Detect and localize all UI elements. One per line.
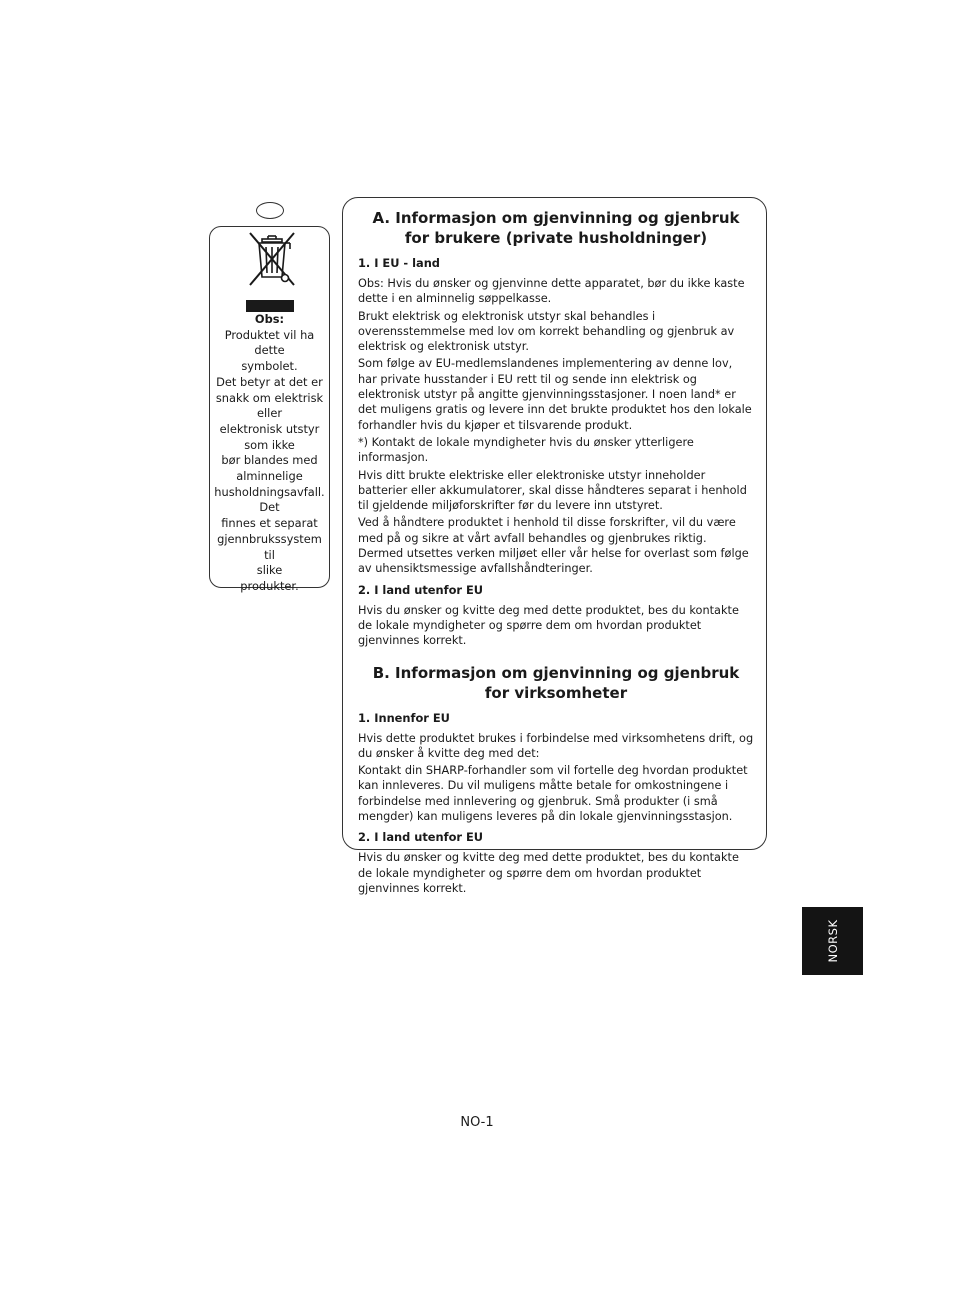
- section-b-sub2-title: 2. I land utenfor EU: [358, 830, 484, 845]
- section-a-sub1-paragraph: Brukt elektrisk og elektronisk utstyr skal behandles i overensstemmelse med lov om korrekt behandling og gjenbruk av elektrisk og elektronisk utstyr.: [358, 309, 735, 354]
- weee-notice-box: [209, 226, 330, 593]
- section-b-sub1-paragraph: Hvis dette produktet brukes i forbindelse med virksomhetens drift, og du ønsker å kvitte deg med det:: [358, 731, 754, 760]
- section-a-sub1-title: 1. I EU - land: [358, 256, 440, 270]
- crossed-out-wheelie-bin-icon: [244, 227, 300, 291]
- section-a-sub1-paragraph: Ved å håndtere produktet i henhold til disse forskrifter, vil du være med på og sikre at vårt avfall behandles og gjenbrukes riktig. Dermed utsettes verken miljøet eller vår helse for overlast som følge av uhensiktsmessige avfallshåndteringer.: [358, 516, 749, 576]
- obs-text: Produktet vil ha dette symbolet. Det betyr at det er snakk om elektrisk eller elektronisk utstyr som ikke bør blandes med alminnelige husholdningsavfall. Det finnes et separat gjennbrukssystem til slike produkter.: [214, 327, 325, 593]
- language-tab-label: NORSK: [825, 919, 840, 963]
- page-number: NO-1: [460, 1115, 494, 1130]
- section-a-sub1-paragraph: Som følge av EU-medlemslandenes implementering av denne lov, har private husstander i EU rett til og sende inn elektrisk og elektronisk utstyr på angitte gjenvinningsstasjoner. I noen land* er det muligens gratis og levere inn det brukte produktet hos den lokale forhandler hvis du kjøper et tilsvarende produkt.: [358, 357, 752, 432]
- section-a-title: A. Informasjon om gjenvinning og gjenbruk for brukere (private husholdninger): [372, 209, 740, 247]
- section-a-sub1-paragraph: Obs: Hvis du ønsker og gjenvinne dette apparatet, bør du ikke kaste dette i en alminnelig søppelkasse.: [358, 277, 745, 306]
- section-b-sub2-paragraph: Hvis du ønsker og kvitte deg med dette produktet, bes du kontakte de lokale myndigheter og spørre dem om hvordan produktet gjenvinnes korrekt.: [358, 851, 739, 895]
- language-tab: [802, 907, 863, 975]
- section-b-title: B. Informasjon om gjenvinning og gjenbruk for virksomheter: [372, 663, 740, 702]
- section-a-sub1-paragraph: Hvis ditt brukte elektriske eller elektroniske utstyr inneholder batterier eller akkumulatorer, skal disse håndteres separat i henhold til gjeldende miljøforskrifter før du levere inn utstyret.: [358, 468, 747, 513]
- recycling-info-box: [342, 197, 767, 895]
- section-b-sub1-title: 1. Innenfor EU: [358, 710, 450, 725]
- oval-marker: [256, 202, 284, 219]
- section-a-sub2-title: 2. I land utenfor EU: [358, 582, 484, 597]
- obs-label: Obs:: [254, 312, 285, 326]
- section-a-sub2-paragraph: Hvis du ønsker og kvitte deg med dette produktet, bes du kontakte de lokale myndigheter og spørre dem om hvordan produktet gjenvinnes korrekt.: [358, 603, 739, 648]
- section-a-sub1-paragraph: *) Kontakt de lokale myndigheter hvis du ønsker ytterligere informasjon.: [358, 435, 694, 465]
- separator-bar: [246, 300, 294, 312]
- section-b-sub1-paragraph: Kontakt din SHARP-forhandler som vil fortelle deg hvordan produktet kan innleveres. Du vil muligens måtte betale for omkostningene i forbindelse med innlevering og gjenbruk. Små produkter (i små mengder) kan muligens leveres på din lokale gjenvinningsstasjon.: [358, 764, 748, 824]
